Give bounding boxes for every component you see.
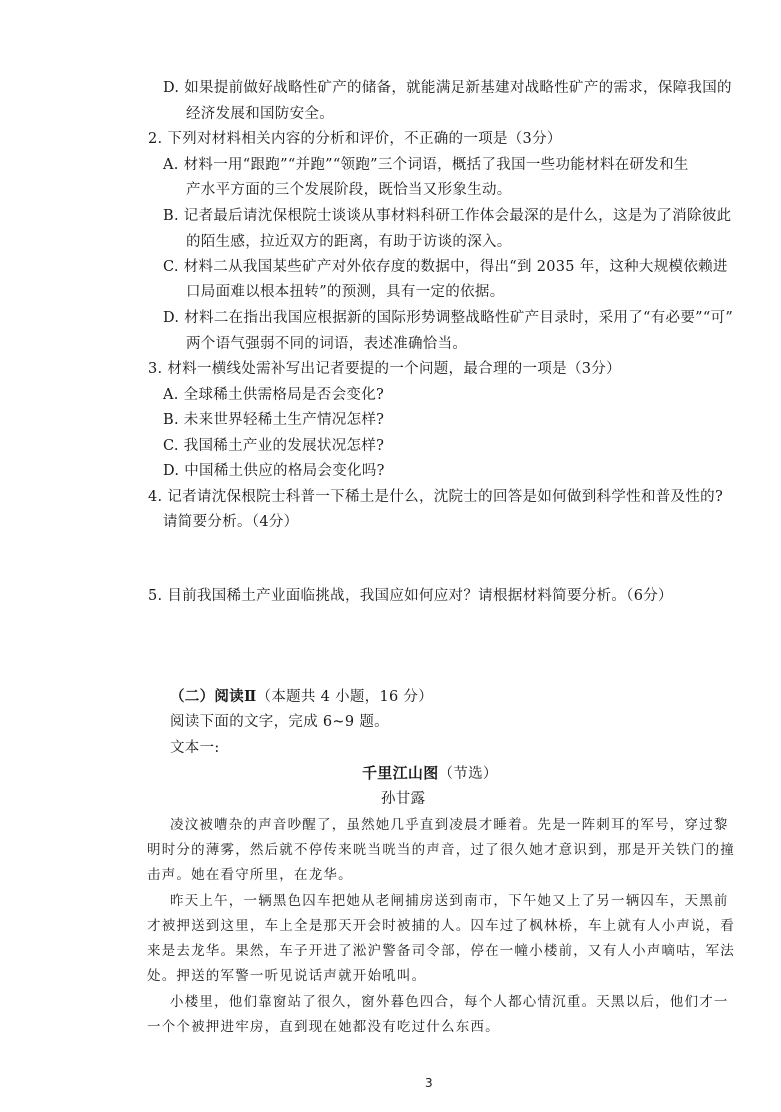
q2-option-c-line2: 口局面难以根本扭转”的预测，具有一定的依据。 bbox=[186, 284, 505, 300]
q3-option-c: C. 我国稀土产业的发展状况怎样? bbox=[163, 438, 385, 454]
q3-stem: 3. 材料一横线处需补写出记者要提的一个问题，最合理的一项是（3分） bbox=[148, 361, 621, 377]
section2-heading-title: （二）阅读Ⅱ bbox=[170, 688, 257, 705]
section2-instruction: 阅读下面的文字，完成 6~9 题。 bbox=[170, 714, 389, 730]
paragraph-3-line2: 一个个被押进牢房，直到现在她都没有吃过什么东西。 bbox=[147, 1019, 500, 1035]
article-title-main: 千里江山图 bbox=[362, 764, 439, 782]
q3-option-b: B. 未来世界轻稀土生产情况怎样? bbox=[163, 412, 385, 428]
section2-heading-note: （本题共 4 小题，16 分） bbox=[256, 689, 434, 705]
q2-option-c-line1: C. 材料二从我国某些矿产对外依存度的数据中，得出“到 2035 年，这种大规模依赖进 bbox=[163, 259, 728, 275]
q1-option-d-line1: D. 如果提前做好战略性矿产的储备，就能满足新基建对战略性矿产的需求，保障我国的 bbox=[163, 80, 732, 96]
q2-option-a-line2: 产水平方面的三个发展阶段，既恰当又形象生动。 bbox=[186, 182, 512, 198]
q4-stem-line1: 4. 记者请沈保根院士科普一下稀土是什么，沈院士的回答是如何做到科学性和普及性的? bbox=[148, 489, 724, 505]
q2-stem: 2. 下列对材料相关内容的分析和评价，不正确的一项是（3分） bbox=[148, 131, 562, 147]
paragraph-1-line2: 明时分的薄雾，然后就不停传来咣当咣当的声音，过了很久她才意识到，那是开关铁门的撞 bbox=[147, 842, 735, 858]
q2-option-b-line1: B. 记者最后请沈保根院士谈谈从事材料科研工作体会最深的是什么，这是为了消除彼此 bbox=[163, 208, 732, 224]
article-author: 孙甘露 bbox=[381, 791, 426, 807]
article-title bbox=[362, 763, 498, 784]
page-number: 3 bbox=[425, 1076, 433, 1090]
q2-option-b-line2: 的陌生感，拉近双方的距离，有助于访谈的深入。 bbox=[186, 234, 512, 250]
q1-option-d-line2: 经济发展和国防安全。 bbox=[186, 106, 334, 122]
q2-option-d-line2: 两个语气强弱不同的词语，表述准确恰当。 bbox=[186, 336, 468, 352]
article-title-note: （节选） bbox=[438, 766, 498, 782]
q5-stem: 5. 目前我国稀土产业面临挑战，我国应如何应对？请根据材料简要分析。（6分） bbox=[148, 588, 673, 604]
q2-option-a-line1: A. 材料一用“跟跑”“并跑”“领跑”三个词语，概括了我国一些功能材料在研发和生 bbox=[163, 157, 689, 173]
paragraph-2-line1: 昨天上午，一辆黑色囚车把她从老闸捕房送到南市，下午她又上了另一辆囚车，天黑前 bbox=[170, 893, 729, 909]
paragraph-2-line3: 来是去龙华。果然，车子开进了淞沪警备司令部，停在一幢小楼前，又有人小声嘀咕，军法 bbox=[147, 943, 735, 959]
q3-option-a: A. 全球稀土供需格局是否会变化? bbox=[163, 387, 385, 403]
q3-option-d: D. 中国稀土供应的格局会变化吗? bbox=[163, 463, 385, 479]
text1-label: 文本一: bbox=[170, 740, 220, 756]
paragraph-2-line4: 处。押送的军警一听见说话声就开始吼叫。 bbox=[147, 968, 427, 984]
paragraph-2-line2: 才被押送到这里，车上全是那天开会时被捕的人。囚车过了枫林桥，车上就有人小声说，看 bbox=[147, 918, 735, 934]
paragraph-3-line1: 小楼里，他们靠窗站了很久，窗外暮色四合，每个人都心情沉重。天黑以后，他们才一 bbox=[170, 994, 729, 1010]
q4-stem-line2: 请简要分析。（4分） bbox=[163, 514, 299, 530]
paragraph-1-line1: 凌汶被嘈杂的声音吵醒了，虽然她几乎直到凌晨才睡着。先是一阵刺耳的军号，穿过黎 bbox=[170, 817, 729, 833]
section2-heading bbox=[170, 687, 433, 707]
paragraph-1-line3: 击声。她在看守所里，在龙华。 bbox=[147, 867, 353, 883]
q2-option-d-line1: D. 材料二在指出我国应根据新的国际形势调整战略性矿产目录时，采用了“有必要”“可” bbox=[163, 310, 734, 326]
